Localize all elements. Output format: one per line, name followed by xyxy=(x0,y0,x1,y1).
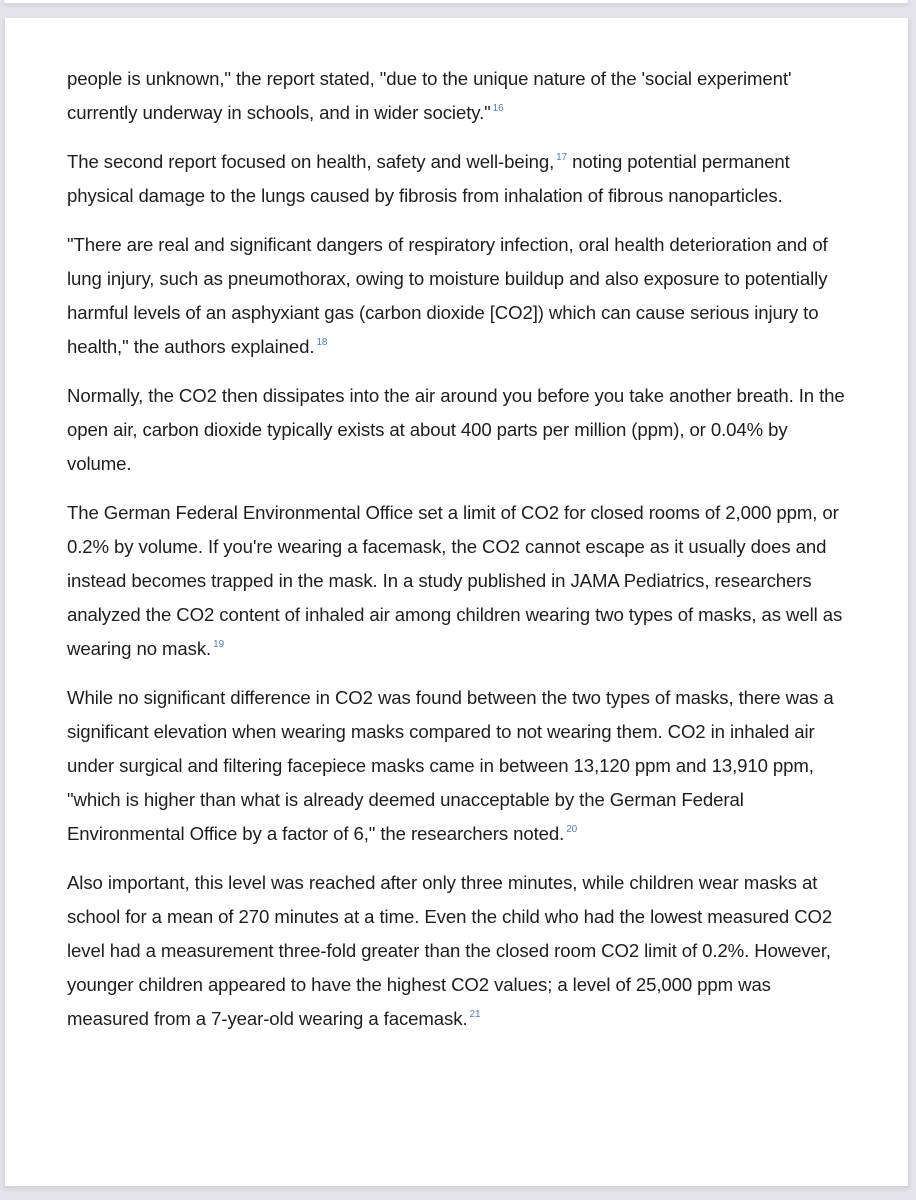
paragraph xyxy=(67,145,857,213)
paragraph xyxy=(67,681,857,851)
paragraph xyxy=(67,496,857,666)
paragraph-text: The second report focused on health, safety and well-being, xyxy=(67,151,555,172)
footnote-reference-link[interactable]: 20 xyxy=(566,824,578,835)
paragraph-text: Normally, the CO2 then dissipates into the air around you before you take another breath. In the open air, carbon dioxide typically exists at about 400 parts per million (ppm), or 0.04% by volume. xyxy=(67,385,845,474)
paragraph-text: noting potential permanent physical damage to the lungs caused by fibrosis from inhalation of fibrous nanoparticles. xyxy=(67,151,790,206)
paragraph xyxy=(67,379,857,481)
paragraph-text: "There are real and significant dangers of respiratory infection, oral health deterioration and of lung injury, such as pneumothorax, owing to moisture buildup and also exposure to potentially harmful levels of an asphyxiant gas (carbon dioxide [CO2]) which can cause serious injury to health," the authors explained. xyxy=(67,234,828,357)
footnote-reference-link[interactable]: 21 xyxy=(469,1009,481,1020)
previous-page-edge xyxy=(4,0,908,4)
paragraph xyxy=(67,228,857,364)
footnote-reference-link[interactable]: 16 xyxy=(492,103,504,114)
footnote-reference-link[interactable]: 17 xyxy=(556,152,568,163)
paragraph-text: The German Federal Environmental Office set a limit of CO2 for closed rooms of 2,000 ppm, or 0.2% by volume. If you're wearing a facemask, the CO2 cannot escape as it usually does and instead becomes trapped in the mask. In a study published in JAMA Pediatrics, researchers analyzed the CO2 content of inhaled air among children wearing two types of masks, as well as wearing no mask. xyxy=(67,502,843,659)
paragraph xyxy=(67,62,857,130)
paragraph xyxy=(67,866,857,1036)
footnote-reference-link[interactable]: 19 xyxy=(213,639,225,650)
paragraph-text: While no significant difference in CO2 was found between the two types of masks, there was a significant elevation when wearing masks compared to not wearing them. CO2 in inhaled air under surgical and filtering facepiece masks came in between 13,120 ppm and 13,910 ppm, "which is higher than what is already deemed unacceptable by the German Federal Environmental Office by a factor of 6," the researchers noted. xyxy=(67,687,834,844)
paragraph-text: Also important, this level was reached after only three minutes, while children wear masks at school for a mean of 270 minutes at a time. Even the child who had the lowest measured CO2 level had a measurement three-fold greater than the closed room CO2 limit of 0.2%. However, younger children appeared to have the highest CO2 values; a level of 25,000 ppm was measured from a 7-year-old wearing a facemask. xyxy=(67,872,833,1029)
footnote-reference-link[interactable]: 18 xyxy=(316,337,328,348)
document-page xyxy=(4,18,909,1187)
article-body xyxy=(67,62,857,1051)
paragraph-text: people is unknown," the report stated, "due to the unique nature of the 'social experiment' currently underway in schools, and in wider society." xyxy=(67,68,792,123)
